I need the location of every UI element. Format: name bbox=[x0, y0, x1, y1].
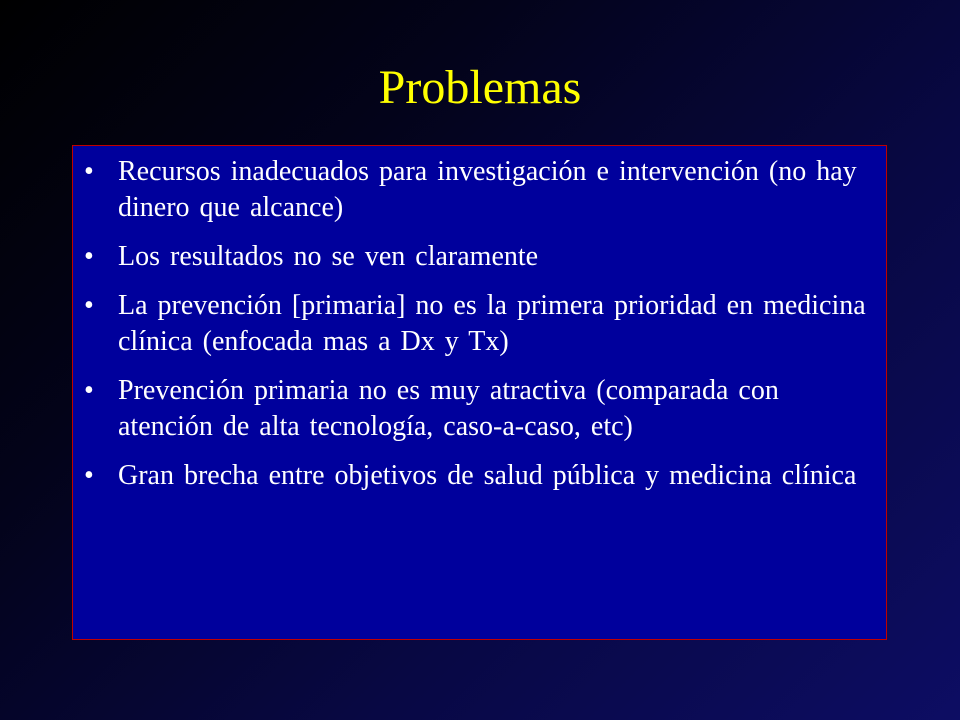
bullet-list bbox=[73, 154, 886, 507]
bullet-item bbox=[73, 373, 886, 445]
bullet-item bbox=[73, 458, 886, 494]
bullet-text: Los resultados no se ven claramente bbox=[118, 241, 539, 272]
bullet-icon: • bbox=[84, 290, 94, 321]
bullet-icon: • bbox=[84, 460, 94, 491]
bullet-icon: • bbox=[84, 156, 94, 187]
bullet-text: Prevención primaria no es muy atractiva (comparada con atención de alta tecnología, caso-a-caso, etc) bbox=[118, 375, 779, 442]
bullet-icon: • bbox=[84, 241, 94, 272]
bullet-text: Recursos inadecuados para investigación e intervención (no hay dinero que alcance) bbox=[118, 156, 857, 223]
bullet-item bbox=[73, 154, 886, 226]
bullet-item bbox=[73, 239, 886, 275]
bullet-text: La prevención [primaria] no es la primera prioridad en medicina clínica (enfocada mas a Dx y Tx) bbox=[118, 290, 866, 357]
bullet-text: Gran brecha entre objetivos de salud pública y medicina clínica bbox=[118, 460, 857, 491]
slide-title: Problemas bbox=[378, 61, 582, 114]
bullet-icon: • bbox=[84, 375, 94, 406]
content-box bbox=[72, 145, 887, 640]
bullet-item bbox=[73, 288, 886, 360]
